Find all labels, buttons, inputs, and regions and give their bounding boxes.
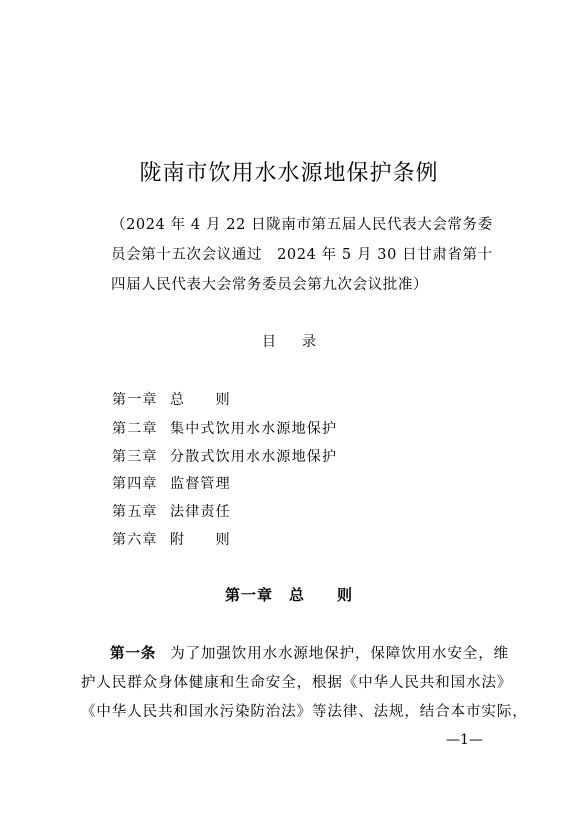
- article-text-line-1: 为了加强饮用水水源地保护，保障饮用水安全，维: [170, 646, 510, 662]
- toc-item-title: 监督管理: [170, 476, 231, 492]
- toc-item-number: 第一章: [112, 392, 158, 408]
- toc-item-title: 集中式饮用水水源地保护: [170, 421, 338, 437]
- page-number: —1—: [446, 732, 483, 748]
- chapter-heading: 第一章 总 则: [224, 586, 353, 604]
- adoption-note-line-1: （2024 年 4 月 22 日陇南市第五届人民代表大会常务委: [111, 217, 493, 233]
- toc-item: [112, 418, 337, 438]
- article-text-line-3: 《中华人民共和国水污染防治法》等法律、法规，结合本市实际，: [81, 704, 528, 720]
- adoption-note-line-2: 员会第十五次会议通过 2024 年 5 月 30 日甘肃省第十: [111, 247, 493, 263]
- toc-item: [112, 529, 231, 549]
- toc-item-title: 总 则: [170, 392, 231, 408]
- toc-item-title: 分散式饮用水水源地保护: [170, 449, 338, 465]
- toc-item-number: 第五章: [112, 504, 158, 520]
- article-first-line: [110, 642, 509, 663]
- toc-item: [112, 473, 231, 493]
- article-text-line-2: 护人民群众身体健康和生命安全，根据《中华人民共和国水法》: [81, 675, 513, 691]
- adoption-note-line-3: 四届人民代表大会常务委员会第九次会议批准）: [111, 277, 429, 293]
- toc-item-number: 第六章: [112, 532, 158, 548]
- toc-item: [112, 446, 337, 466]
- toc-item: [112, 389, 231, 409]
- toc-item-title: 法律责任: [170, 504, 231, 520]
- toc-heading: 目录: [262, 334, 342, 350]
- toc-item-number: 第二章: [112, 421, 158, 437]
- toc-item-number: 第三章: [112, 449, 158, 465]
- toc-item: [112, 501, 231, 521]
- article-label: 第一条: [110, 646, 157, 662]
- toc-item-number: 第四章: [112, 476, 158, 492]
- toc-item-title: 附 则: [170, 532, 231, 548]
- document-title: 陇南市饮用水水源地保护条例: [139, 161, 439, 186]
